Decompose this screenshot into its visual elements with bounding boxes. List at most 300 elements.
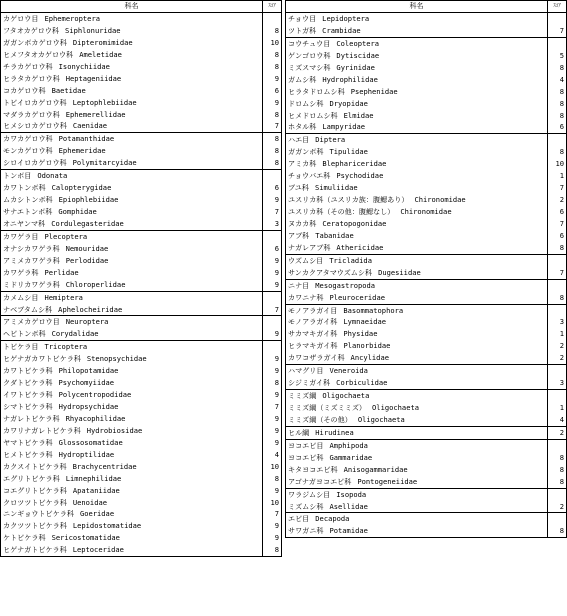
table-row: [286, 328, 566, 340]
score-cell: 8: [274, 378, 279, 388]
family-name-cell: [286, 255, 548, 267]
score-cell: 9: [274, 97, 279, 107]
table-row: [286, 513, 566, 525]
table-row: [286, 440, 566, 452]
table-row: [286, 86, 566, 98]
latin-name: Limnephilidae: [65, 473, 122, 483]
table-row: [286, 170, 566, 182]
score-cell: 4: [559, 414, 564, 424]
japanese-name: ヒメフタオカゲロウ科: [3, 49, 74, 59]
japanese-name: ミドリカワゲラ科: [3, 279, 60, 289]
japanese-name: キタヨコエビ科: [288, 464, 338, 474]
latin-name: Psephenidae: [350, 86, 398, 96]
family-name-cell: [1, 425, 263, 437]
latin-name: Odonata: [37, 171, 68, 181]
family-name-cell: [1, 157, 263, 169]
family-name-cell: [286, 230, 548, 242]
score-cell: [548, 489, 566, 501]
japanese-name: カワゲラ科: [3, 267, 39, 277]
latin-name: Veneroida: [329, 366, 368, 376]
latin-name: Pontogeneiidae: [357, 476, 418, 486]
latin-name: Pleuroceridae: [329, 292, 385, 302]
japanese-name: チョウ目: [288, 14, 317, 23]
table-group: [1, 292, 281, 317]
family-name-cell: [1, 401, 263, 413]
table-row: [1, 389, 281, 401]
family-name-cell: [1, 120, 263, 132]
latin-name: Tricladida: [329, 255, 372, 265]
japanese-name: ニンギョウトビケラ科: [3, 509, 74, 519]
japanese-name: シジミガイ科: [288, 378, 331, 388]
score-cell: 9: [274, 413, 279, 423]
table-row: [286, 13, 566, 25]
table-row: [286, 377, 566, 389]
latin-name: Physidae: [343, 329, 378, 339]
table-body: [286, 13, 566, 538]
score-cell: 3: [274, 218, 279, 228]
score-cell: 8: [559, 476, 564, 486]
family-name-cell: [1, 109, 263, 121]
score-cell: 8: [559, 464, 564, 474]
table-group: [286, 13, 566, 38]
table-row: [286, 427, 566, 439]
latin-name: Polymitarcyidae: [72, 158, 137, 168]
score-cell: [263, 13, 281, 25]
family-name-cell: [286, 340, 548, 352]
japanese-name: ゲンゴロウ科: [288, 50, 331, 60]
score-cell: 9: [274, 279, 279, 289]
japanese-name: アミメカゲロウ目: [3, 317, 60, 327]
score-cell: 9: [274, 366, 279, 376]
latin-name: Lepidostomatidae: [72, 521, 142, 531]
score-cell: 6: [274, 243, 279, 253]
family-name-cell: [1, 544, 263, 556]
japanese-name: トビイロカゲロウ科: [3, 97, 67, 107]
japanese-name: カワゲラ目: [3, 231, 39, 241]
family-name-cell: [286, 121, 548, 133]
japanese-name: オナシカワゲラ科: [3, 243, 60, 253]
latin-name: Oligochaeta: [372, 403, 420, 412]
latin-name: Hydroptilidae: [58, 449, 115, 459]
japanese-name: ハエ目: [288, 135, 310, 145]
table-row: [1, 473, 281, 485]
score-cell: 7: [559, 267, 564, 277]
table-row: [286, 74, 566, 86]
latin-name: Apataniidae: [72, 485, 120, 495]
family-name-cell: [286, 62, 548, 74]
score-cell: 9: [274, 521, 279, 531]
family-name-cell: [1, 316, 263, 328]
table-row: [286, 402, 566, 414]
latin-name: Ephemerellidae: [65, 109, 126, 119]
latin-name: Philopotamidae: [58, 366, 119, 376]
family-name-cell: [1, 341, 263, 353]
table-row: [1, 243, 281, 255]
score-cell: [263, 170, 281, 182]
latin-name: Crambidae: [322, 25, 361, 35]
table-row: [286, 194, 566, 206]
score-cell: 1: [559, 329, 564, 339]
latin-name: Hydrobiosidae: [86, 425, 143, 435]
latin-name: Isopoda: [336, 489, 367, 499]
table-row: [286, 316, 566, 328]
japanese-name: ユスリカ科（その他：腹鰓なし）: [288, 207, 395, 216]
family-name-cell: [1, 304, 263, 316]
family-name-cell: [1, 255, 263, 267]
japanese-name: カワリナガレトビケラ科: [3, 425, 81, 435]
japanese-name: ミズムシ科: [288, 501, 324, 511]
family-name-cell: [1, 353, 263, 365]
family-name-cell: [1, 497, 263, 509]
japanese-name: ヨコエビ目: [288, 440, 324, 450]
latin-name: Ephemeroptera: [44, 14, 100, 23]
score-cell: 8: [559, 110, 564, 120]
table-row: [1, 120, 281, 132]
table-row: [286, 110, 566, 122]
table-row: [1, 97, 281, 109]
table-group: [286, 280, 566, 305]
japanese-name: シロイロカゲロウ科: [3, 158, 67, 168]
table-row: [286, 340, 566, 352]
family-name-cell: [286, 110, 548, 122]
table-row: [286, 134, 566, 146]
latin-name: Leptoceridae: [72, 545, 124, 555]
family-name-cell: [286, 427, 548, 439]
family-name-cell: [1, 449, 263, 461]
score-cell: 10: [270, 461, 279, 471]
score-cell: 8: [559, 452, 564, 462]
family-name-cell: [1, 267, 263, 279]
table-row: [286, 489, 566, 501]
family-name-cell: [1, 73, 263, 85]
japanese-name: カワカゲロウ科: [3, 134, 53, 144]
table-row: [286, 38, 566, 50]
latin-name: Gomphidae: [58, 207, 97, 216]
table-row: [1, 365, 281, 377]
japanese-name: ヒゲナガカワトビケラ科: [3, 354, 81, 364]
score-cell: 8: [274, 61, 279, 71]
table-group: [286, 38, 566, 135]
family-name-cell: [1, 37, 263, 49]
family-name-cell: [286, 182, 548, 194]
family-name-cell: [286, 464, 548, 476]
family-name-cell: [286, 25, 548, 37]
latin-name: Tipulidae: [329, 147, 368, 157]
score-cell: [548, 255, 566, 267]
score-cell: 8: [559, 147, 564, 157]
latin-name: Neuroptera: [65, 317, 109, 327]
score-cell: [548, 280, 566, 292]
japanese-name: ヒラマキガイ科: [288, 341, 338, 351]
latin-name: Potamanthidae: [58, 134, 115, 144]
table-group: [286, 440, 566, 489]
left-family-table: [0, 0, 282, 557]
family-name-cell: [286, 489, 548, 501]
table-row: [1, 437, 281, 449]
table-row: [1, 279, 281, 291]
japanese-name: クダトビケラ科: [3, 378, 53, 388]
score-cell: 8: [559, 292, 564, 302]
latin-name: Anisogammaridae: [343, 464, 408, 474]
japanese-name: ホタル科: [288, 122, 317, 132]
table-row: [1, 532, 281, 544]
score-cell: [548, 390, 566, 402]
score-cell: 8: [274, 25, 279, 35]
name-column-header: 科名: [1, 1, 263, 12]
japanese-name: トビケラ目: [3, 342, 39, 352]
table-group: [286, 134, 566, 254]
table-row: [286, 158, 566, 170]
japanese-name: アゴナガヨコエビ科: [288, 476, 352, 486]
score-cell: 7: [274, 207, 279, 216]
table-row: [1, 413, 281, 425]
table-row: [1, 182, 281, 194]
family-name-cell: [286, 414, 548, 426]
latin-name: Athericidae: [336, 242, 384, 252]
family-name-cell: [286, 440, 548, 452]
score-cell: [548, 38, 566, 50]
table-row: [1, 206, 281, 218]
japanese-name: ムカシトンボ科: [3, 195, 53, 205]
score-cell: [548, 134, 566, 146]
score-cell: 2: [559, 341, 564, 351]
score-cell: [263, 316, 281, 328]
latin-name: Hemiptera: [44, 292, 83, 302]
score-cell: 9: [274, 255, 279, 265]
latin-name: Glossosomatidae: [58, 437, 123, 447]
score-cell: 2: [559, 501, 564, 511]
table-group: [286, 390, 566, 427]
table-group: [286, 427, 566, 440]
score-cell: 9: [274, 390, 279, 400]
table-group: [286, 365, 566, 390]
latin-name: Gyrinidae: [336, 62, 375, 72]
table-group: [286, 513, 566, 538]
score-cell: [263, 231, 281, 243]
table-row: [286, 292, 566, 304]
family-name-cell: [1, 85, 263, 97]
japanese-name: カメムシ目: [3, 292, 39, 302]
score-cell: 2: [559, 427, 564, 437]
table-row: [286, 352, 566, 364]
japanese-name: アミカ科: [288, 159, 317, 169]
japanese-name: サカマキガイ科: [288, 329, 338, 339]
table-row: [286, 25, 566, 37]
family-name-cell: [1, 532, 263, 544]
family-name-cell: [286, 501, 548, 513]
table-row: [286, 390, 566, 402]
table-row: [1, 544, 281, 556]
japanese-name: トンボ目: [3, 171, 32, 181]
latin-name: Leptophlebiidae: [72, 97, 137, 107]
family-name-cell: [286, 352, 548, 364]
family-name-cell: [286, 134, 548, 146]
table-row: [286, 206, 566, 218]
table-row: [1, 49, 281, 61]
latin-name: Chironomidae: [400, 207, 452, 216]
table-row: [1, 304, 281, 316]
table-row: [286, 525, 566, 537]
latin-name: Lepidoptera: [322, 14, 370, 23]
family-name-cell: [1, 218, 263, 230]
japanese-name: ウズムシ目: [288, 255, 324, 265]
table-row: [1, 461, 281, 473]
japanese-name: ヒラタドロムシ科: [288, 86, 345, 96]
family-name-cell: [286, 365, 548, 377]
latin-name: Psychodidae: [336, 171, 384, 181]
family-name-cell: [286, 476, 548, 488]
table-row: [286, 414, 566, 426]
family-name-cell: [286, 13, 548, 25]
score-cell: 9: [274, 533, 279, 543]
score-cell: 7: [274, 121, 279, 131]
score-cell: 9: [274, 329, 279, 339]
family-name-cell: [1, 13, 263, 25]
family-name-cell: [286, 170, 548, 182]
latin-name: Blephariceridae: [322, 159, 387, 169]
table-row: [286, 365, 566, 377]
family-name-cell: [286, 218, 548, 230]
table-row: [1, 85, 281, 97]
score-cell: 2: [559, 195, 564, 205]
score-cell: 10: [555, 159, 564, 169]
latin-name: Simuliidae: [314, 183, 358, 193]
latin-name: Perlidae: [44, 267, 79, 277]
family-name-cell: [286, 525, 548, 537]
score-cell: [548, 305, 566, 317]
score-cell: 8: [559, 86, 564, 96]
japanese-name: エビ目: [288, 514, 310, 524]
latin-name: Sericostomatidae: [51, 533, 120, 543]
table-body: [1, 13, 281, 557]
score-cell: [548, 513, 566, 525]
japanese-name: ブユ科: [288, 183, 309, 193]
table-row: [1, 109, 281, 121]
family-name-cell: [1, 279, 263, 291]
latin-name: Mesogastropoda: [315, 280, 376, 290]
table-group: [286, 305, 566, 366]
family-name-cell: [1, 206, 263, 218]
table-row: [1, 449, 281, 461]
japanese-name: ドロムシ科: [288, 98, 324, 108]
family-name-cell: [286, 206, 548, 218]
table-row: [1, 292, 281, 304]
family-name-cell: [286, 328, 548, 340]
family-name-cell: [1, 133, 263, 145]
latin-name: Siphlonuridae: [65, 25, 121, 35]
family-name-cell: [286, 242, 548, 254]
score-cell: 6: [274, 183, 279, 193]
family-name-cell: [286, 38, 548, 50]
table-group: [1, 316, 281, 341]
table-row: [286, 476, 566, 488]
latin-name: Stenopsychidae: [86, 354, 147, 364]
table-row: [1, 508, 281, 520]
family-name-cell: [286, 146, 548, 158]
japanese-name: ガガンボ科: [288, 147, 324, 157]
latin-name: Perlodidae: [65, 255, 109, 265]
score-cell: 4: [559, 74, 564, 84]
score-cell: 10: [270, 37, 279, 47]
latin-name: Ceratopogonidae: [322, 218, 387, 228]
score-column-header: ｽｺｱ: [553, 3, 561, 9]
latin-name: Aphelocheiridae: [58, 304, 123, 314]
score-cell: 6: [559, 207, 564, 216]
score-cell: 8: [559, 526, 564, 536]
score-cell: [548, 440, 566, 452]
score-cell: 1: [559, 403, 564, 412]
score-cell: 9: [274, 437, 279, 447]
table-group: [1, 13, 281, 133]
score-cell: 9: [274, 267, 279, 277]
japanese-name: モンカゲロウ科: [3, 146, 53, 156]
japanese-name: カワトンボ科: [3, 183, 46, 193]
family-name-cell: [1, 170, 263, 182]
table-row: [286, 218, 566, 230]
japanese-name: カワコザラガイ科: [288, 353, 345, 363]
family-name-cell: [1, 243, 263, 255]
latin-name: Decapoda: [315, 514, 350, 524]
family-name-cell: [286, 194, 548, 206]
japanese-name: ヤマトビケラ科: [3, 437, 53, 447]
family-name-cell: [1, 377, 263, 389]
latin-name: Caenidae: [72, 121, 108, 131]
table-row: [286, 280, 566, 292]
score-cell: 9: [274, 73, 279, 83]
latin-name: Lampyridae: [322, 122, 366, 132]
japanese-name: ワラジムシ目: [288, 489, 331, 499]
japanese-name: アブ科: [288, 230, 310, 240]
japanese-name: クロツツトビケラ科: [3, 497, 67, 507]
japanese-name: ユスリカ科（ユスリカ族：腹鰓あり）: [288, 195, 409, 205]
japanese-name: ヒラタカゲロウ科: [3, 73, 60, 83]
family-name-cell: [1, 182, 263, 194]
score-cell: 8: [559, 98, 564, 108]
latin-name: Dugesiidae: [378, 267, 421, 277]
japanese-name: チラカゲロウ科: [3, 61, 53, 71]
japanese-name: サンカクアタマウズムシ科: [288, 267, 373, 277]
table-row: [1, 133, 281, 145]
latin-name: Ephemeridae: [58, 146, 106, 156]
latin-name: Ancylidae: [350, 353, 389, 363]
score-cell: 5: [559, 50, 564, 60]
japanese-name: ヒメシロカゲロウ科: [3, 121, 67, 131]
japanese-name: フタオカゲロウ科: [3, 25, 60, 35]
japanese-name: ミミズ綱: [288, 391, 317, 401]
latin-name: Polycentropodidae: [58, 390, 132, 400]
family-name-cell: [1, 145, 263, 157]
table-row: [1, 73, 281, 85]
latin-name: Corbiculidae: [336, 378, 388, 388]
family-name-cell: [286, 50, 548, 62]
japanese-name: モノアラガイ目: [288, 305, 338, 315]
table-row: [286, 121, 566, 133]
table-row: [1, 218, 281, 230]
latin-name: Asellidae: [329, 501, 368, 511]
japanese-name: イワトビケラ科: [3, 390, 53, 400]
score-cell: [263, 341, 281, 353]
latin-name: Tricoptera: [44, 342, 88, 352]
table-row: [286, 267, 566, 279]
japanese-name: カワトビケラ科: [3, 366, 53, 376]
table-row: [1, 520, 281, 532]
latin-name: Nemouridae: [65, 243, 109, 253]
table-row: [286, 230, 566, 242]
japanese-name: マダラカゲロウ科: [3, 109, 60, 119]
table-row: [1, 157, 281, 169]
japanese-name: サワガニ科: [288, 526, 324, 536]
family-name-cell: [1, 328, 263, 340]
